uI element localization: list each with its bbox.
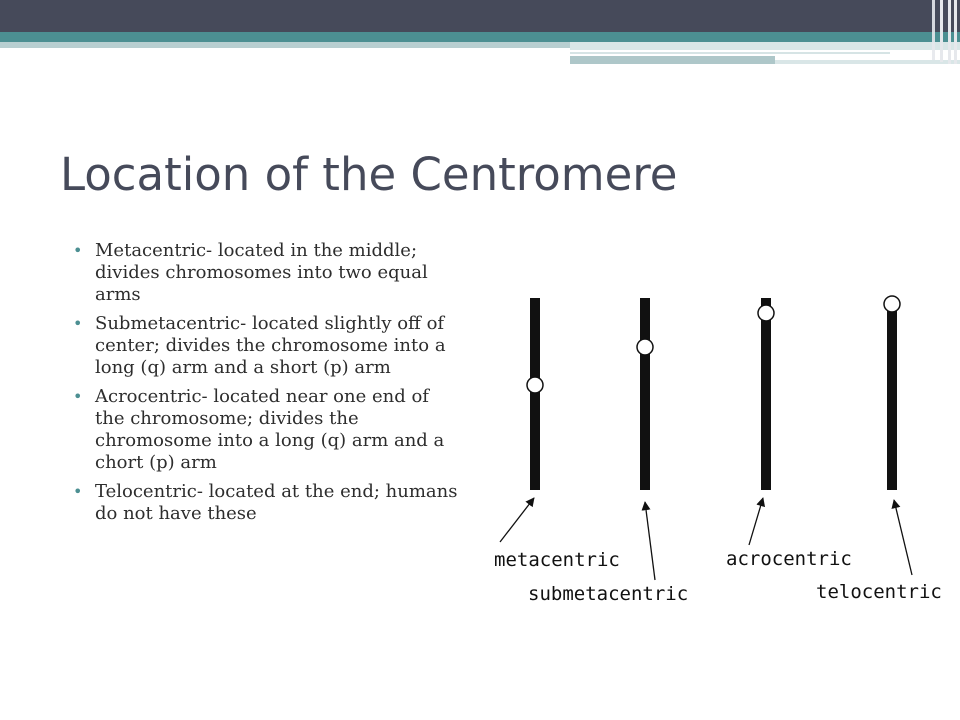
bullet-item <box>73 481 458 525</box>
bullet-text: Submetacentric- located slightly off of center; divides the chromosome into a long (q) arm and a short (p) arm <box>95 313 446 378</box>
corner-stripe <box>932 0 935 60</box>
bullet-text: Acrocentric- located near one end of the chromosome; divides the chromosome into a long (q) arm and a chort (p) arm <box>95 386 445 473</box>
bullet-dot-icon: • <box>73 387 83 406</box>
arrow-submetacentric <box>645 502 655 580</box>
arrow-acrocentric <box>749 498 763 545</box>
corner-stripe <box>940 0 943 62</box>
centromere-diagram <box>470 290 950 620</box>
arrow-telocentric <box>894 500 912 575</box>
centromere-icon <box>758 305 774 321</box>
accent-band-lower-right <box>775 60 960 64</box>
top-header-bar <box>0 0 960 32</box>
acrocentric-chromosome <box>758 298 774 490</box>
bullet-dot-icon: • <box>73 314 83 333</box>
metacentric-chromosome <box>527 298 543 490</box>
corner-stripe <box>948 0 951 64</box>
slide-title: Location of the Centromere <box>60 148 678 201</box>
bullet-text: Telocentric- located at the end; humans do not have these <box>95 481 458 524</box>
corner-stripe <box>954 0 957 64</box>
arrow-metacentric <box>500 498 534 542</box>
accent-band-lower <box>570 56 775 64</box>
bullet-item <box>73 313 458 379</box>
centromere-icon <box>637 339 653 355</box>
bullet-dot-icon: • <box>73 241 83 260</box>
label-submetacentric: submetacentric <box>528 583 689 605</box>
light-accent-band-right <box>570 42 960 50</box>
submetacentric-chromosome <box>637 298 653 490</box>
bullet-list <box>73 240 458 532</box>
centromere-icon <box>884 296 900 312</box>
centromere-icon <box>527 377 543 393</box>
light-accent-band <box>0 42 570 48</box>
accent-line <box>570 52 890 54</box>
telocentric-chromosome <box>884 296 900 490</box>
teal-accent-band <box>0 32 960 42</box>
label-metacentric: metacentric <box>494 549 620 571</box>
label-telocentric: telocentric <box>816 581 942 603</box>
bullet-text: Metacentric- located in the middle; divides chromosomes into two equal arms <box>95 240 428 305</box>
bullet-dot-icon: • <box>73 482 83 501</box>
bullet-item <box>73 386 458 474</box>
label-acrocentric: acrocentric <box>726 548 852 570</box>
bullet-item <box>73 240 458 306</box>
